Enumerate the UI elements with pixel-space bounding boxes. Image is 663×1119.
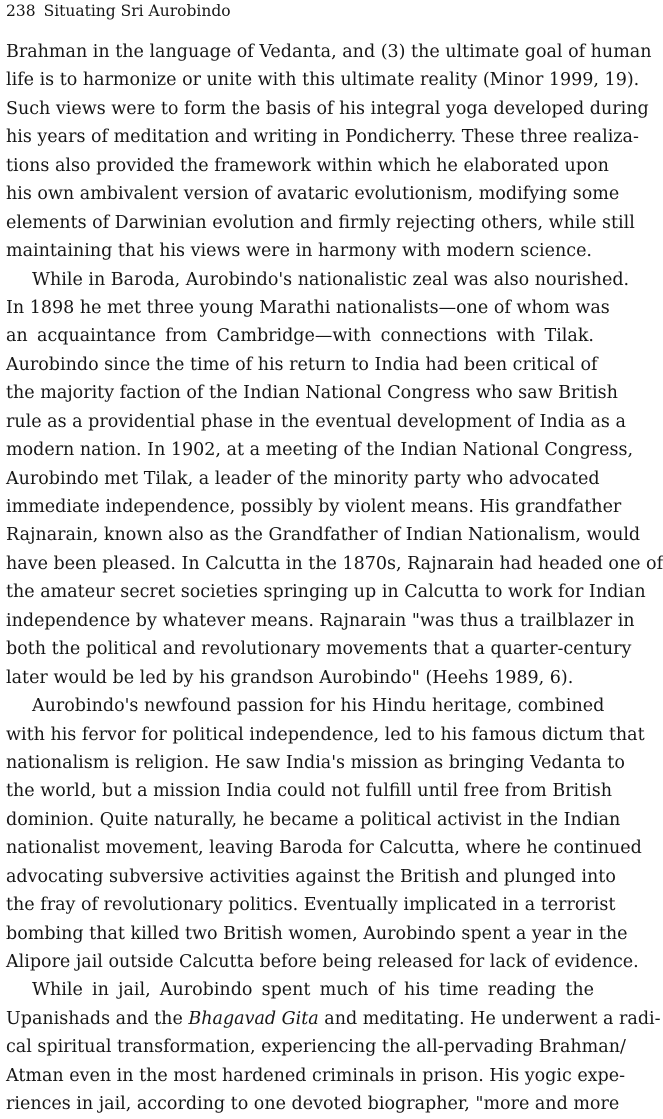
text-line: riences in jail, according to one devoted biographer, "more and more <box>6 1094 620 1115</box>
italic-title: Bhagavad Gita <box>188 1008 319 1029</box>
text-line: nationalism is religion. He saw India's mission as bringing Vedanta to <box>6 752 625 773</box>
paragraph <box>6 692 645 976</box>
text-line: Alipore jail outside Calcutta before being released for lack of evidence. <box>6 952 639 972</box>
text-line: later would be led by his grandson Aurobindo" (Heehs 1989, 6). <box>6 667 574 688</box>
text-line: cal spiritual transformation, experiencing the all-pervading Brahman/ <box>6 1037 626 1058</box>
text-line: an acquaintance from Cambridge—with connections with Tilak. <box>6 326 594 347</box>
text-line: the fray of revolutionary politics. Eventually implicated in a terrorist <box>6 895 616 916</box>
text-line: his own ambivalent version of avataric evolutionism, modifying some <box>6 184 620 205</box>
text-line: dominion. Quite naturally, he became a political activist in the Indian <box>6 809 621 830</box>
text-line: his years of meditation and writing in Pondicherry. These three realiza- <box>6 127 639 148</box>
text-line: Brahman in the language of Vedanta, and (3) the ultimate goal of human <box>6 42 652 62</box>
running-title: Situating Sri Aurobindo <box>43 2 231 20</box>
paragraph <box>6 266 663 693</box>
text-line: Aurobindo since the time of his return to India had been critical of <box>6 354 598 375</box>
text-line: Aurobindo's newfound passion for his Hindu heritage, combined <box>32 696 605 717</box>
text-line: Such views were to form the basis of his integral yoga developed during <box>6 98 649 119</box>
running-header <box>6 2 231 20</box>
text-line: While in Baroda, Aurobindo's nationalistic zeal was also nourished. <box>32 269 630 290</box>
text-line: nationalist movement, leaving Baroda for Calcutta, where he continued <box>6 838 642 859</box>
text-line: Aurobindo met Tilak, a leader of the minority party who advocated <box>6 468 600 489</box>
text-line: life is to harmonize or unite with this ultimate reality (Minor 1999, 19). <box>6 70 640 91</box>
text-line: immediate independence, possibly by violent means. His grandfather <box>6 497 622 517</box>
text-line: advocating subversive activities against the British and plunged into <box>6 866 616 887</box>
text-line: rule as a providential phase in the eventual development of India as a <box>6 411 626 432</box>
text-line: the amateur secret societies springing up in Calcutta to work for Indian <box>6 582 646 603</box>
text-line: both the political and revolutionary movements that a quarter-century <box>6 639 632 660</box>
paragraph <box>6 976 661 1118</box>
paragraph <box>6 38 652 266</box>
text-line: with his fervor for political independence, led to his famous dictum that <box>6 724 645 745</box>
text-line: maintaining that his views were in harmony with modern science. <box>6 241 592 262</box>
text-line: have been pleased. In Calcutta in the 1870s, Rajnarain had headed one of <box>6 553 663 574</box>
text-line: modern nation. In 1902, at a meeting of the Indian National Congress, <box>6 440 634 461</box>
text-line: While in jail, Aurobindo spent much of his time reading the <box>32 980 594 1001</box>
text-line: Atman even in the most hardened criminals in prison. His yogic expe- <box>6 1065 626 1086</box>
text-line: independence by whatever means. Rajnarain "was thus a trailblazer in <box>6 610 635 631</box>
text-line: Rajnarain, known also as the Grandfather of Indian Nationalism, would <box>6 525 641 546</box>
text-line: the world, but a mission India could not fulfill until free from British <box>6 781 613 802</box>
text-line: bombing that killed two British women, Aurobindo spent a year in the <box>6 923 628 944</box>
text-line: tions also provided the framework within which he elaborated upon <box>6 155 609 176</box>
text-line: Upanishads and the Bhagavad Gita and meditating. He underwent a radi- <box>6 1008 661 1029</box>
text-line: the majority faction of the Indian National Congress who saw British <box>6 383 618 404</box>
text-line: elements of Darwinian evolution and firmly rejecting others, while still <box>6 212 635 233</box>
body-text <box>6 38 663 1119</box>
page-number: 238 <box>6 2 36 20</box>
text-line: In 1898 he met three young Marathi nationalists—one of whom was <box>6 297 610 318</box>
